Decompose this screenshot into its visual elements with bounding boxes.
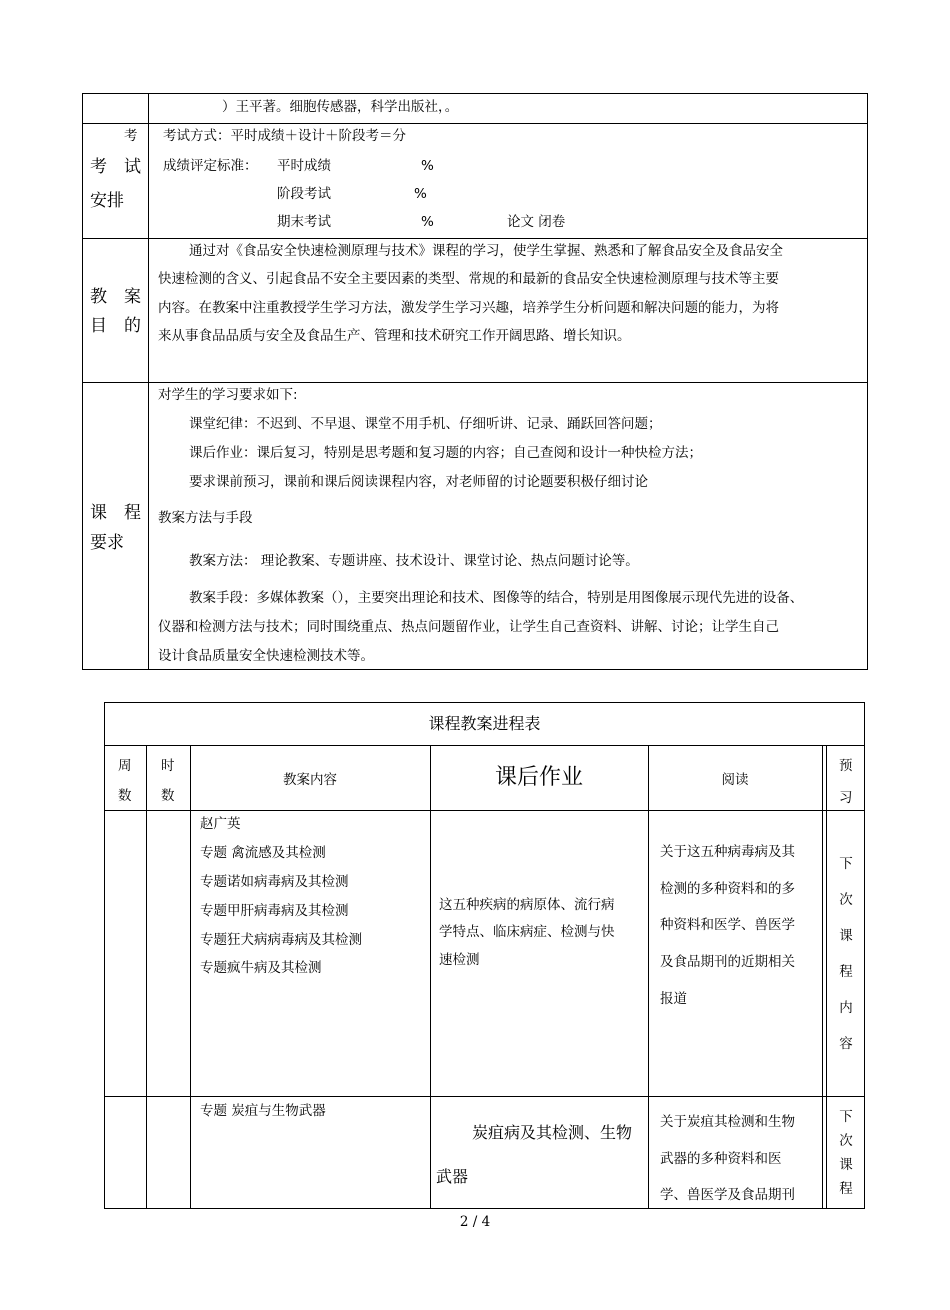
schedule-title: 课程教案进程表 [428, 714, 541, 733]
purpose-label-line1: 教 案 [90, 287, 141, 307]
schedule-col-divider [822, 745, 823, 1209]
row1-preview-char: 课 [839, 928, 853, 944]
top-table-col-divider [148, 93, 149, 670]
row1-preview-char: 下 [839, 856, 853, 872]
header-week-1: 周 [118, 758, 132, 774]
row1-reading-line: 报道 [660, 991, 687, 1007]
header-hours-2: 数 [161, 788, 175, 804]
criteria-item-name: 阶段考试 [277, 186, 331, 202]
criteria-item-extra: 论文 闭卷 [507, 214, 566, 230]
schedule-border-top [104, 702, 865, 703]
row2-preview-char: 次 [839, 1133, 853, 1149]
row1-homework-line: 学特点、临床病症、检测与快 [439, 924, 615, 940]
row1-reading-line: 关于这五种病毒病及其 [660, 844, 795, 860]
row2-preview-char: 程 [839, 1181, 853, 1197]
row1-preview-char: 容 [839, 1036, 853, 1052]
purpose-line: 来从事食品品质与安全及食品生产、管理和技术研究工作开阔思路、增长知识。 [158, 328, 631, 344]
row1-preview-column [836, 858, 856, 1074]
purpose-line: 内容。在教案中注重教授学生学习方法，激发学生学习兴趣，培养学生分析问题和解决问题的能力，为将 [158, 300, 779, 316]
header-hours-1: 时 [161, 758, 175, 774]
row1-content-line: 专题疯牛病及其检测 [200, 960, 322, 976]
schedule-row-divider [104, 1096, 865, 1097]
schedule-col-divider [190, 745, 191, 1209]
exam-mode: 考试方式：平时成绩＋设计＋阶段考＝分 [163, 128, 406, 144]
means-line: 仪器和检测方法与技术；同时围绕重点、热点问题留作业，让学生自己查资料、讲解、讨论；让学生自己 [158, 619, 779, 635]
row2-homework-line: 武器 [436, 1167, 469, 1186]
top-table-border-top [82, 93, 868, 94]
row1-content-line: 专题狂犬病病毒病及其检测 [200, 932, 362, 948]
top-table-border-left [82, 93, 83, 670]
methods-text: 教案方法： 理论教案、专题讲座、技术设计、课堂讨论、热点问题讨论等。 [189, 553, 639, 569]
row1-preview-char: 内 [839, 1000, 853, 1016]
criteria-item-pct: % [414, 186, 427, 202]
row1-content-line: 专题甲肝病毒病及其检测 [200, 903, 349, 919]
criteria-item-name: 期末考试 [277, 214, 331, 230]
purpose-line: 通过对《食品安全快速检测原理与技术》课程的学习，使学生掌握、熟悉和了解食品安全及食品安全 [189, 243, 783, 259]
row1-homework-line: 速检测 [439, 952, 480, 968]
row2-reading-line: 关于炭疽其检测和生物 [660, 1114, 795, 1130]
methods-title: 教案方法与手段 [158, 510, 253, 526]
header-homework: 课后作业 [494, 765, 583, 790]
schedule-col-divider [826, 745, 827, 1209]
header-preview-2: 习 [839, 790, 853, 806]
means-line: 教案手段：多媒体教案（），主要突出理论和技术、图像等的结合，特别是用图像展示现代先进的设备、 [189, 590, 804, 606]
schedule-header-divider [104, 810, 865, 811]
header-content: 教案内容 [283, 772, 337, 788]
top-table-row-divider [82, 238, 868, 239]
row1-content-line: 赵广英 [200, 816, 241, 832]
purpose-label-line2: 目 的 [90, 316, 141, 336]
row1-reading-line: 检测的多种资料和的多 [660, 881, 795, 897]
schedule-border-left [104, 702, 105, 1209]
schedule-col-divider [648, 745, 649, 1209]
header-preview-1: 预 [839, 758, 853, 774]
top-table-row-divider [82, 382, 868, 383]
criteria-item-pct: % [421, 214, 434, 230]
requirements-preview: 要求课前预习，课前和课后阅读课程内容，对老师留的讨论题要积极仔细讨论 [189, 474, 648, 490]
row2-reading-line: 武器的多种资料和医 [660, 1151, 782, 1167]
row1-homework-line: 这五种疾病的病原体、流行病 [439, 897, 615, 913]
header-reading: 阅读 [721, 772, 749, 788]
row2-content-line: 专题 炭疽与生物武器 [200, 1103, 326, 1119]
schedule-border-right [864, 702, 865, 1209]
schedule-border-bottom [104, 1208, 865, 1209]
exam-label-line2: 考 试 [90, 157, 141, 177]
row2-preview-char: 下 [839, 1109, 853, 1125]
schedule-col-divider [146, 745, 147, 1209]
requirements-label-line1: 课 程 [90, 503, 141, 523]
schedule-title-divider [104, 745, 865, 746]
top-table-border-right [867, 93, 868, 670]
criteria-item-name: 平时成绩 [277, 158, 331, 174]
means-line: 设计食品质量安全快速检测技术等。 [158, 648, 374, 664]
exam-label-line3: 安排 [90, 191, 124, 211]
row1-preview-char: 程 [839, 964, 853, 980]
top-table-row-divider [82, 123, 868, 124]
page-number: 2 / 4 [459, 1214, 491, 1230]
criteria-item-pct: % [421, 158, 434, 174]
requirements-homework: 课后作业：课后复习，特别是思考题和复习题的内容；自己查阅和设计一种快检方法； [189, 445, 702, 461]
requirements-label-line2: 要求 [90, 533, 124, 553]
purpose-line: 快速检测的含义、引起食品不安全主要因素的类型、常规的和最新的食品安全快速检测原理与技术等主要 [158, 271, 779, 287]
row1-content-line: 专题诺如病毒病及其检测 [200, 874, 349, 890]
requirements-intro: 对学生的学习要求如下: [158, 387, 298, 403]
reference-text: ）王平著。细胞传感器，科学出版社，。 [222, 99, 459, 115]
row2-homework-line: 炭疽病及其检测、生物 [472, 1123, 633, 1142]
row1-content-line: 专题 禽流感及其检测 [200, 845, 326, 861]
row1-reading-line: 及食品期刊的近期相关 [660, 954, 795, 970]
row1-reading-line: 种资料和医学、兽医学 [660, 917, 795, 933]
top-table-border-bottom [82, 669, 868, 670]
schedule-col-divider [430, 745, 431, 1209]
row1-preview-char: 次 [839, 892, 853, 908]
row2-preview-char: 课 [839, 1157, 853, 1173]
criteria-label: 成绩评定标准： [163, 158, 258, 174]
requirements-discipline: 课堂纪律：不迟到、不早退、课堂不用手机、仔细听讲、记录、踊跃回答问题； [189, 416, 662, 432]
row2-preview-column [836, 1111, 856, 1207]
header-week-2: 数 [118, 788, 132, 804]
exam-label-line1: 考 [124, 128, 138, 144]
row2-reading-line: 学、兽医学及食品期刊 [660, 1187, 795, 1203]
